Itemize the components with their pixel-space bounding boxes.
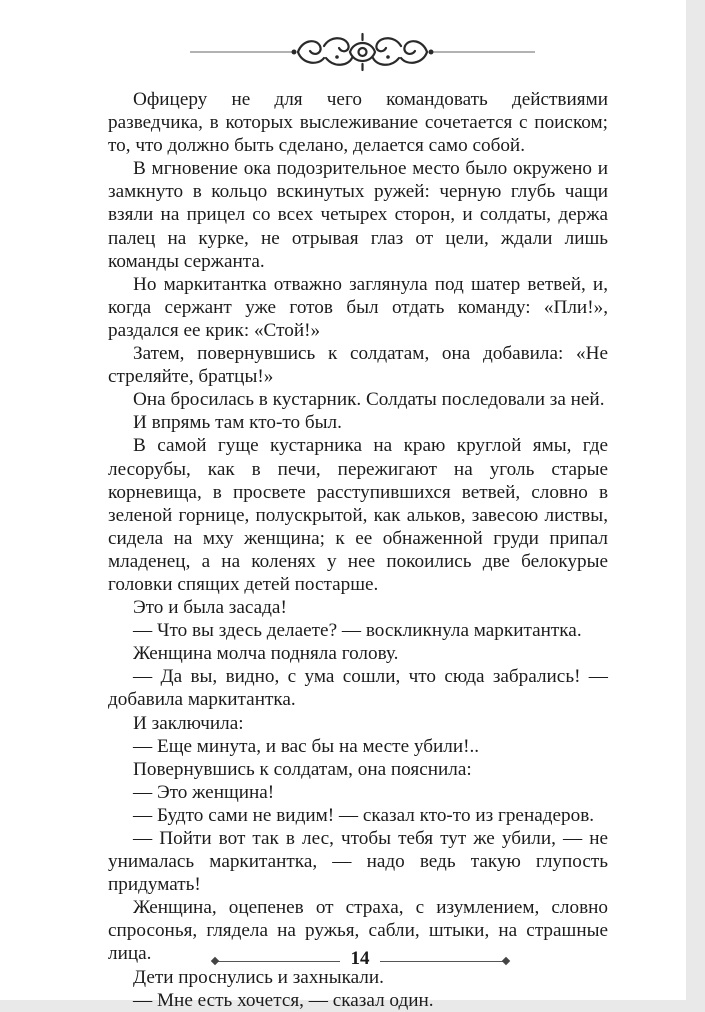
paragraph: — Мне есть хочется, — сказал один. (133, 989, 434, 1011)
diamond-icon (211, 957, 219, 965)
paragraph: Офицеру не для чего командовать действиями разведчика, в которых выслеживание сочетается с поиском; то, что должно быть сделано, делается само собой. (108, 89, 608, 157)
main-text (108, 88, 608, 1012)
paragraph: Но маркитантка отважно заглянула под шатер ветвей, и, когда сержант уже готов был отдать команду: «Пли!», раздался ее крик: «Стой!» (108, 273, 608, 341)
paragraph: — Еще минута, и вас бы на месте убили!.. (133, 735, 480, 757)
paragraph: Она бросилась в кустарник. Солдаты последовали за ней. (133, 389, 605, 411)
paragraph: — Да вы, видно, с ума сошли, что сюда забрались! — добавила маркитантка. (108, 666, 608, 711)
page-footer (0, 946, 686, 976)
footer-rule-left (218, 961, 340, 962)
paragraph: Дети проснулись и захныкали. (133, 966, 384, 988)
paragraph: — Это женщина! (133, 781, 275, 803)
paragraph: — Что вы здесь делаете? — воскликнула маркитантка. (133, 620, 582, 642)
paragraph: Повернувшись к солдатам, она пояснила: (133, 758, 472, 780)
diamond-icon (502, 957, 510, 965)
paragraph: Женщина молча подняла голову. (133, 643, 399, 665)
paragraph: И заключила: (133, 712, 244, 734)
paragraph: В мгновение ока подозрительное место было окружено и замкнуто в кольцо вскинутых ружей: черную глубь чащи взяли на прицел со всех четырех сторон, и солдаты, держа палец на курке, не отрывая глаз от цели, ждали лишь команды сержанта. (108, 158, 608, 272)
paragraph: Это и была засада! (133, 597, 287, 619)
page-number: 14 (350, 948, 370, 969)
flourish-ornament-icon (190, 30, 535, 74)
footer-rule-right (380, 961, 505, 962)
paragraph: В самой гуще кустарника на краю круглой ямы, где лесорубы, как в печи, пережигают на уголь старые корневища, в просвете расступившихся ветвей, словно в зеленой горнице, полускрытой, как альков, завесою листвы, сидела на мху женщина; к ее обнаженной груди припал младенец, а на коленях у нее покоились две белокурые головки спящих детей постарше. (108, 435, 608, 595)
paragraph: Женщина, оцепенев от страха, с изумлением, словно спросонья, глядела на ружья, сабли, штыки, на страшные лица. (108, 897, 608, 965)
paragraph: И впрямь там кто-то был. (133, 412, 342, 434)
paragraph: — Будто сами не видим! — сказал кто-то из гренадеров. (133, 804, 595, 826)
paragraph: Затем, повернувшись к солдатам, она добавила: «Не стреляйте, братцы!» (108, 343, 608, 388)
paragraph: — Пойти вот так в лес, чтобы тебя тут же убили, — не унималась маркитантка, — надо ведь такую глупость придумать! (108, 828, 608, 896)
